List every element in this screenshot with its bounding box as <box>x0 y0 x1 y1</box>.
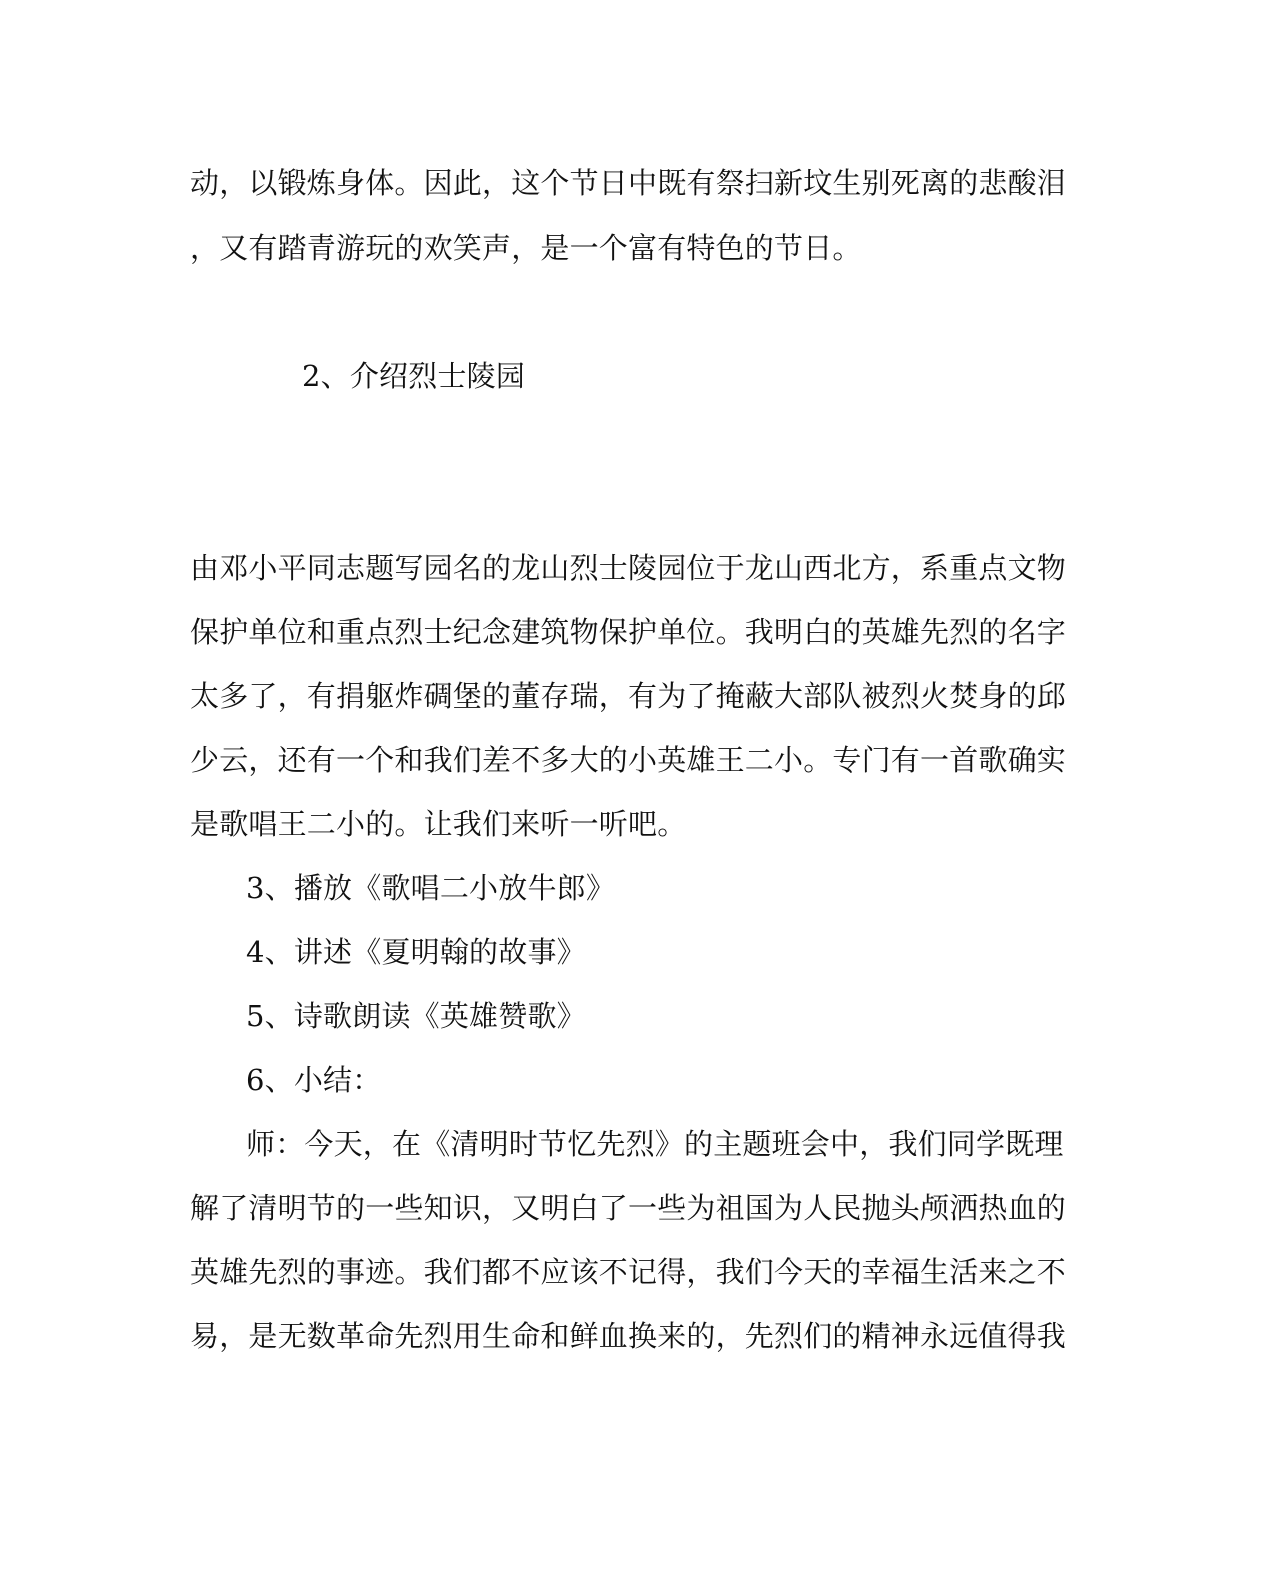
paragraph-line: 英雄先烈的事迹。我们都不应该不记得，我们今天的幸福生活来之不 <box>190 1255 1067 1289</box>
list-item: 4、讲述《夏明翰的故事》 <box>246 935 586 969</box>
paragraph-line: 动，以锻炼身体。因此，这个节日中既有祭扫新坟生别死离的悲酸泪 <box>190 166 1067 200</box>
paragraph-line: 师：今天，在《清明时节忆先烈》的主题班会中，我们同学既理 <box>246 1127 1064 1161</box>
paragraph-line: 解了清明节的一些知识，又明白了一些为祖国为人民抛头颅洒热血的 <box>190 1191 1067 1225</box>
list-item: 6、小结： <box>246 1063 382 1097</box>
paragraph-line: ，又有踏青游玩的欢笑声，是一个富有特色的节日。 <box>190 231 862 265</box>
section-heading: 2、介绍烈士陵园 <box>302 359 526 393</box>
paragraph-line: 保护单位和重点烈士纪念建筑物保护单位。我明白的英雄先烈的名字 <box>190 615 1067 649</box>
list-item: 3、播放《歌唱二小放牛郎》 <box>246 871 616 905</box>
paragraph-line: 是歌唱王二小的。让我们来听一听吧。 <box>190 807 687 841</box>
paragraph-line: 少云，还有一个和我们差不多大的小英雄王二小。专门有一首歌确实 <box>190 743 1067 777</box>
paragraph-line: 太多了，有捐躯炸碉堡的董存瑞，有为了掩蔽大部队被烈火焚身的邱 <box>190 679 1067 713</box>
paragraph-line: 由邓小平同志题写园名的龙山烈士陵园位于龙山西北方，系重点文物 <box>190 551 1067 585</box>
list-item: 5、诗歌朗读《英雄赞歌》 <box>246 999 586 1033</box>
paragraph-line: 易，是无数革命先烈用生命和鲜血换来的，先烈们的精神永远值得我 <box>190 1319 1067 1353</box>
